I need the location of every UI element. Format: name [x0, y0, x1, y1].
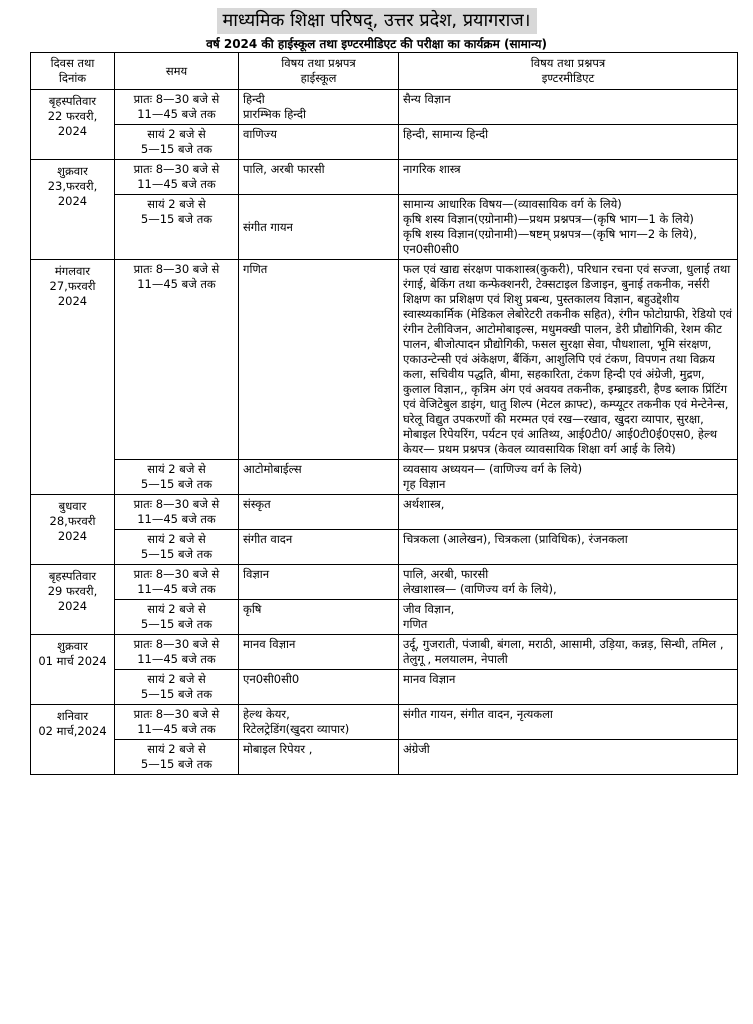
time-line: 11—45 बजे तक: [137, 582, 216, 596]
time-cell: [115, 635, 239, 670]
day-cell: [31, 565, 115, 635]
intermediate-subject-cell: [399, 705, 738, 740]
day-line: 23,फरवरी,: [47, 179, 98, 193]
time-cell: [115, 460, 239, 495]
highschool-subject: मोबाइल रिपेयर ,: [243, 742, 313, 756]
highschool-subject-cell: [239, 460, 399, 495]
schedule-row: [31, 195, 738, 260]
day-line: 2024: [57, 124, 88, 138]
day-line: बृहस्पतिवार: [48, 94, 97, 108]
day-cell: [31, 705, 115, 775]
schedule-row: [31, 90, 738, 125]
intermediate-subject-cell: [399, 565, 738, 600]
header-row: [31, 53, 738, 90]
time-cell: [115, 740, 239, 775]
time-cell: [115, 195, 239, 260]
intermediate-subject-cell: [399, 740, 738, 775]
schedule-row: [31, 530, 738, 565]
intermediate-subject: नागरिक शास्त्र: [403, 162, 461, 176]
day-line: शुक्रवार: [57, 639, 88, 653]
intermediate-subject: मानव विज्ञान: [403, 672, 456, 686]
intermediate-subject-cell: [399, 530, 738, 565]
intermediate-subject: अर्थशास्त्र,: [403, 497, 445, 511]
highschool-subject: पालि, अरबी फारसी: [243, 162, 325, 176]
time-line: प्रातः 8—30 बजे से: [133, 707, 220, 721]
time-line: प्रातः 8—30 बजे से: [133, 497, 220, 511]
time-line: प्रातः 8—30 बजे से: [133, 262, 220, 276]
intermediate-subject-cell: [399, 195, 738, 260]
time-line: 11—45 बजे तक: [137, 107, 216, 121]
schedule-row: [31, 635, 738, 670]
intermediate-subject-cell: [399, 90, 738, 125]
time-line: सायं 2 बजे से: [147, 462, 206, 476]
schedule-row: [31, 460, 738, 495]
schedule-row: [31, 125, 738, 160]
day-line: शुक्रवार: [57, 164, 88, 178]
intermediate-subject: संगीत गायन, संगीत वादन, नृत्यकला: [403, 707, 553, 721]
schedule-row: [31, 495, 738, 530]
time-cell: [115, 125, 239, 160]
intermediate-subject: लेखाशास्त्र— (वाणिज्य वर्ग के लिये),: [403, 582, 557, 596]
day-line: बृहस्पतिवार: [48, 569, 97, 583]
time-line: सायं 2 बजे से: [147, 672, 206, 686]
highschool-subject-cell: [239, 195, 399, 260]
intermediate-subject: चित्रकला (आलेखन), चित्रकला (प्राविधिक), रंजनकला: [403, 532, 628, 546]
highschool-subject-cell: [239, 160, 399, 195]
intermediate-subject: व्यवसाय अध्ययन— (वाणिज्य वर्ग के लिये): [403, 462, 583, 476]
time-line: 5—15 बजे तक: [140, 477, 213, 491]
highschool-subject-cell: [239, 495, 399, 530]
header-highschool: [239, 53, 399, 90]
highschool-subject: प्रारम्भिक हिन्दी: [243, 107, 306, 121]
day-cell: [31, 90, 115, 160]
time-cell: [115, 705, 239, 740]
header-day-line: दिवस तथा: [50, 56, 95, 70]
time-line: 11—45 बजे तक: [137, 512, 216, 526]
schedule-table: [30, 52, 738, 775]
time-cell: [115, 495, 239, 530]
header-time: समय: [115, 53, 239, 90]
time-line: 5—15 बजे तक: [140, 547, 213, 561]
day-line: 28,फरवरी: [49, 514, 96, 528]
highschool-subject: हेल्थ केयर,: [243, 707, 290, 721]
intermediate-subject: उर्दू, गुजराती, पंजाबी, बंगला, मराठी, आसामी, उड़िया, कन्नड़, सिन्धी, तमिल , तेलुगू , मलयालम, नेपाली: [403, 637, 724, 666]
highschool-subject: वाणिज्य: [243, 127, 277, 141]
time-line: प्रातः 8—30 बजे से: [133, 567, 220, 581]
schedule-body: [31, 90, 738, 775]
highschool-subject: हिन्दी: [243, 92, 265, 106]
highschool-subject: संस्कृत: [243, 497, 271, 511]
highschool-subject-cell: [239, 740, 399, 775]
time-line: 5—15 बजे तक: [140, 687, 213, 701]
time-cell: [115, 565, 239, 600]
highschool-subject: गणित: [243, 262, 268, 276]
highschool-subject-cell: [239, 530, 399, 565]
intermediate-subject-cell: [399, 635, 738, 670]
schedule-row: [31, 160, 738, 195]
intermediate-subject-cell: [399, 160, 738, 195]
day-cell: [31, 635, 115, 705]
intermediate-subject-cell: [399, 125, 738, 160]
highschool-subject: संगीत गायन: [243, 219, 293, 234]
day-line: 29 फरवरी,: [47, 584, 98, 598]
schedule-row: [31, 740, 738, 775]
day-line: 01 मार्च 2024: [38, 654, 107, 668]
intermediate-subject-cell: [399, 600, 738, 635]
time-cell: [115, 90, 239, 125]
page-title: माध्यमिक शिक्षा परिषद्, उत्तर प्रदेश, प्रयागराज।: [217, 8, 537, 34]
time-line: सायं 2 बजे से: [147, 532, 206, 546]
day-line: शनिवार: [56, 709, 89, 723]
day-line: 22 फरवरी,: [47, 109, 98, 123]
day-line: 27,फरवरी: [49, 279, 96, 293]
time-line: 11—45 बजे तक: [137, 277, 216, 291]
day-line: 2024: [57, 529, 88, 543]
day-line: 02 मार्च,2024: [38, 724, 107, 738]
header-hs-line: विषय तथा प्रश्नपत्र: [281, 56, 356, 70]
time-cell: [115, 600, 239, 635]
schedule-row: [31, 260, 738, 460]
intermediate-subject: पालि, अरबी, फारसी: [403, 567, 489, 581]
day-line: 2024: [57, 599, 88, 613]
highschool-subject-cell: [239, 90, 399, 125]
time-line: प्रातः 8—30 बजे से: [133, 162, 220, 176]
highschool-subject-cell: [239, 635, 399, 670]
day-cell: [31, 260, 115, 495]
time-line: 5—15 बजे तक: [140, 617, 213, 631]
day-line: बुधवार: [58, 499, 87, 513]
highschool-subject-cell: [239, 670, 399, 705]
time-line: 11—45 बजे तक: [137, 722, 216, 736]
time-line: 5—15 बजे तक: [140, 142, 213, 156]
highschool-subject: संगीत वादन: [243, 532, 293, 546]
time-line: सायं 2 बजे से: [147, 742, 206, 756]
highschool-subject: एन0सी0सी0: [243, 672, 300, 686]
time-line: 11—45 बजे तक: [137, 652, 216, 666]
highschool-subject: रिटेलट्रेडिंग(खुदरा व्यापार): [243, 722, 350, 736]
header-day: [31, 53, 115, 90]
intermediate-subject: सैन्य विज्ञान: [403, 92, 451, 106]
intermediate-subject-cell: [399, 260, 738, 460]
intermediate-subject: कृषि शस्य विज्ञान(एग्रोनामी)—षष्टम् प्रश्नपत्र—(कृषि भाग—2 के लिये), एन0सी0सी0: [403, 227, 697, 256]
intermediate-subject-cell: [399, 670, 738, 705]
intermediate-subject: गणित: [403, 617, 428, 631]
intermediate-subject-cell: [399, 495, 738, 530]
highschool-subject: मानव विज्ञान: [243, 637, 296, 651]
highschool-subject-cell: [239, 260, 399, 460]
intermediate-subject: हिन्दी, सामान्य हिन्दी: [403, 127, 489, 141]
highschool-subject: कृषि: [243, 602, 262, 616]
intermediate-subject: अंग्रेजी: [403, 742, 430, 756]
day-cell: [31, 495, 115, 565]
schedule-row: [31, 600, 738, 635]
intermediate-subject: गृह विज्ञान: [403, 477, 446, 491]
intermediate-subject-cell: [399, 460, 738, 495]
time-line: प्रातः 8—30 बजे से: [133, 637, 220, 651]
time-line: प्रातः 8—30 बजे से: [133, 92, 220, 106]
time-cell: [115, 670, 239, 705]
time-line: सायं 2 बजे से: [147, 197, 206, 211]
time-cell: [115, 530, 239, 565]
highschool-subject: आटोमोबाईल्स: [243, 462, 302, 476]
time-line: 11—45 बजे तक: [137, 177, 216, 191]
time-line: सायं 2 बजे से: [147, 602, 206, 616]
title-wrap: [0, 8, 753, 34]
header-inter-line: इण्टरमीडिएट: [541, 71, 595, 85]
schedule-row: [31, 565, 738, 600]
highschool-subject-cell: [239, 125, 399, 160]
header-intermediate: [399, 53, 738, 90]
time-line: 5—15 बजे तक: [140, 212, 213, 226]
header-inter-line: विषय तथा प्रश्नपत्र: [530, 56, 606, 70]
highschool-subject-cell: [239, 600, 399, 635]
time-cell: [115, 260, 239, 460]
intermediate-subject: सामान्य आधारिक विषय—(व्यावसायिक वर्ग के लिये): [403, 197, 622, 211]
intermediate-subject: जीव विज्ञान,: [403, 602, 455, 616]
day-line: 2024: [57, 294, 88, 308]
page-subtitle: वर्ष 2024 की हाईस्कूल तथा इण्टरमीडिएट की परीक्षा का कार्यक्रम (सामान्य): [206, 37, 547, 51]
header-day-line: दिनांक: [58, 71, 87, 85]
schedule-row: [31, 705, 738, 740]
highschool-subject-cell: [239, 705, 399, 740]
intermediate-subject: कृषि शस्य विज्ञान(एग्रोनामी)—प्रथम प्रश्नपत्र—(कृषि भाग—1 के लिये): [403, 212, 694, 226]
highschool-subject-cell: [239, 565, 399, 600]
day-cell: [31, 160, 115, 260]
time-line: 5—15 बजे तक: [140, 757, 213, 771]
day-line: 2024: [57, 194, 88, 208]
time-cell: [115, 160, 239, 195]
highschool-subject: विज्ञान: [243, 567, 270, 581]
time-line: सायं 2 बजे से: [147, 127, 206, 141]
header-hs-line: हाईस्कूल: [300, 71, 337, 85]
intermediate-subject: फल एवं खाद्य संरक्षण पाकशास्त्र(कुकरी), परिधान रचना एवं सज्जा, धुलाई तथा रंगाई, बेकिंग तथा कन्फेक्शनरी, टेक्सटाइल डिजाइन, बुनाई तकनीक, नर्सरी शिक्षण का प्रशिक्षण एवं शिशु प्रबन्ध, पुस्तकालय विज्ञान, बहुउद्देशीय स्वास्थ्यकार्मिक (मेडिकल लेबोरेटरी तकनीक सहित), रंगीन फोटोग्राफी, रेडियो एवं रंगीन टेलीविजन, आटोमोबाइल्स, मधुमक्खी पालन, डेरी प्रौद्योगिकी, रेशम कीट पालन, बीजोत्पादन प्रौद्योगिकी, फसल सुरक्षा सेवा, पौधशाला, भूमि संरक्षण, एकाउन्टेन्सी एवं अंकेक्षण, बैंकिंग, आशुलिपि एवं टंकण, विपणन तथा विक्रय कला, सचिवीय पद्धति, बीमा, सहकारिता, टंकण हिन्दी एवं अंग्रेजी, मुद्रण, कुलाल विज्ञान,, कृत्रिम अंग एवं अवयव तकनीक, इम्ब्राइडरी, हैण्ड ब्लाक प्रिंटिंग एवं वेजिटेबुल डाइंग, धातु शिल्प (मेटल क्राफ्ट), कम्प्यूटर तकनीक एवं मेन्टेनेन्स, घरेलू विद्युत उपकरणों की मरम्मत एवं रख—रखाव, खुदरा व्यापार, सुरक्षा, मोबाइल रिपेयरिंग, पर्यटन एवं आतिथ्य, आई0टी0/ आई0टी0ई0एस0, हेल्थ केयर— प्रथम प्रश्नपत्र (केवल व्यावसायिक शिक्षा वर्ग आई के लिये): [403, 262, 733, 456]
schedule-row: [31, 670, 738, 705]
day-line: मंगलवार: [54, 264, 91, 278]
